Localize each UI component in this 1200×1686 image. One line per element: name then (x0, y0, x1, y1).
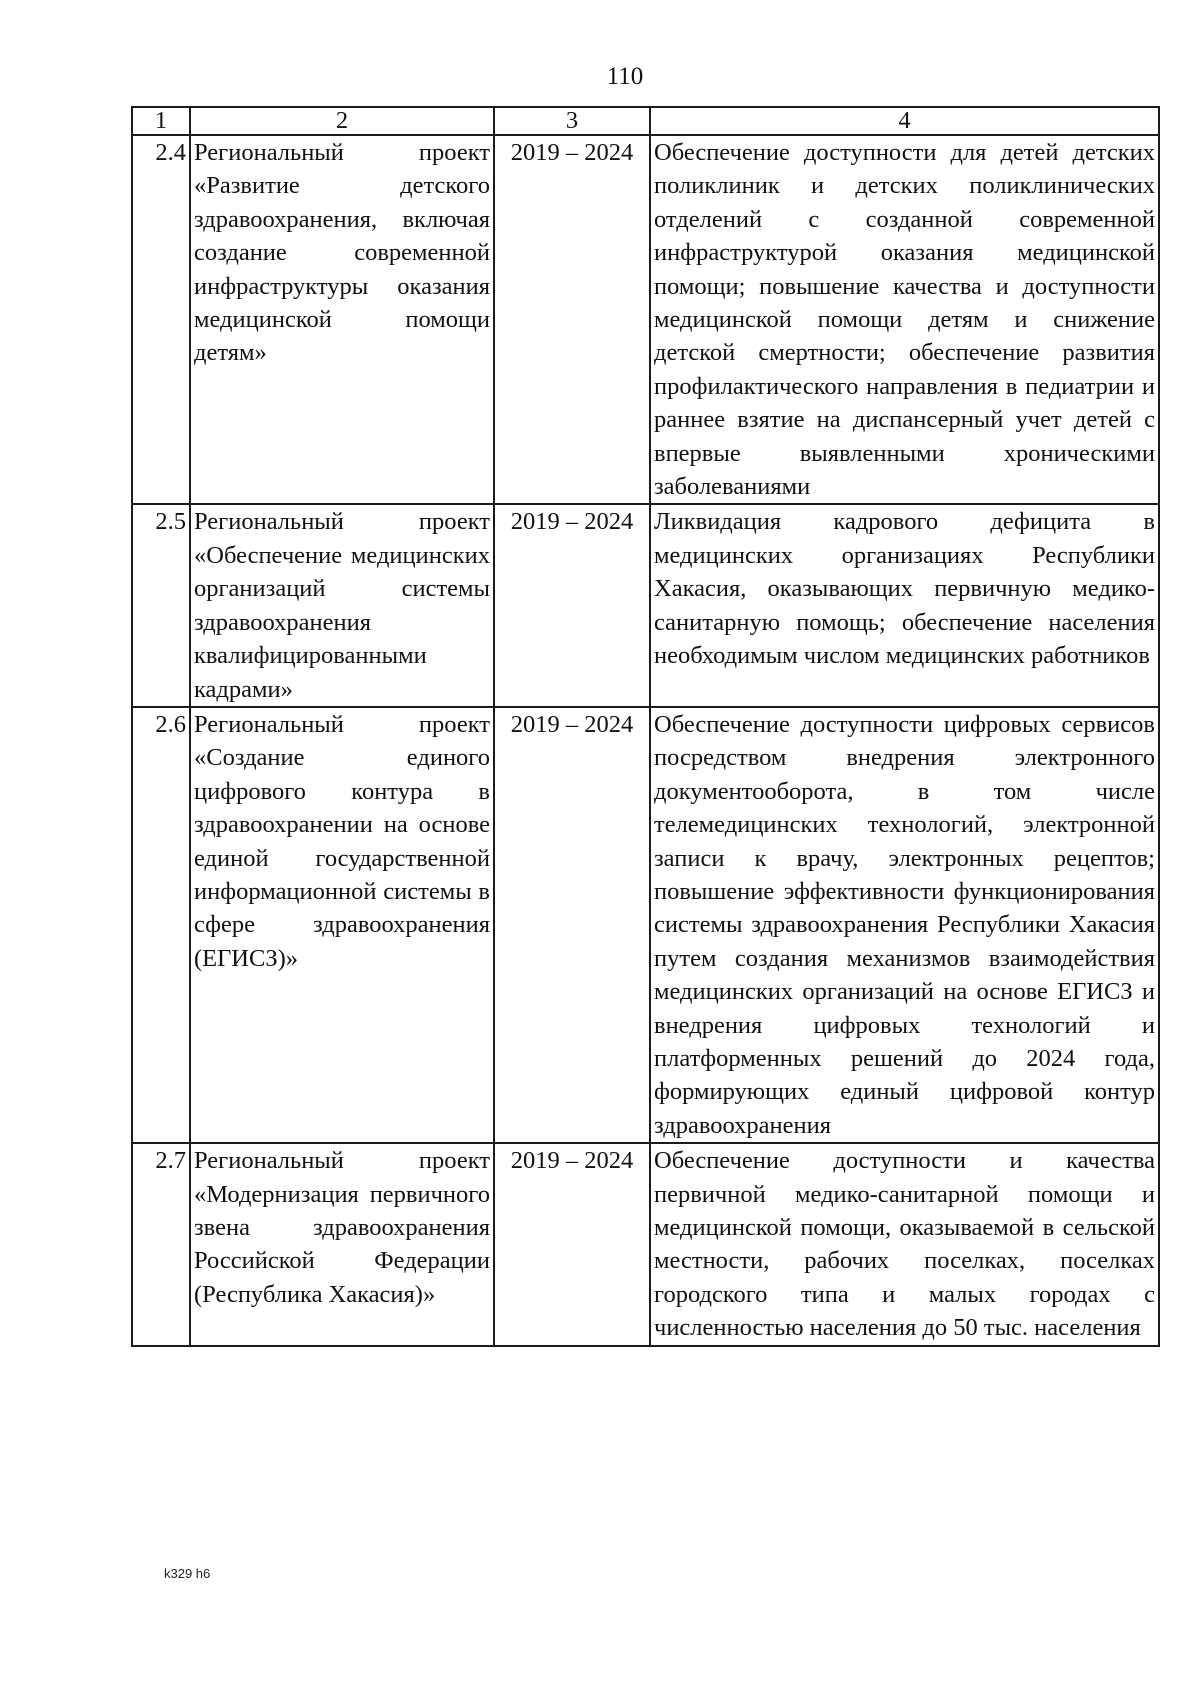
table-row (132, 1143, 1159, 1345)
row-number: 2.7 (132, 1143, 190, 1345)
project-result: Ликвидация кадрового дефицита в медицинских организациях Республики Хакасия, оказывающих первичную медико-санитарную помощь; обеспечение населения необходимым числом медицинских работников (650, 504, 1159, 706)
page-number: 110 (606, 63, 644, 90)
footer-code: k329 h6 (164, 1566, 211, 1581)
program-table (131, 106, 1160, 1347)
header-col-3: 3 (494, 107, 650, 135)
table-header-row (132, 107, 1159, 135)
row-number: 2.4 (132, 135, 190, 504)
project-name: Региональный проект «Развитие детского здравоохранения, включая создание современной инфраструктуры оказания медицинской помощи детям» (190, 135, 494, 504)
project-name: Региональный проект «Создание единого цифрового контура в здравоохранении на основе единой государственной информационной системы в сфере здравоохранения (ЕГИСЗ)» (190, 707, 494, 1143)
table-row (132, 504, 1159, 706)
row-number: 2.5 (132, 504, 190, 706)
project-period: 2019 – 2024 (494, 707, 650, 1143)
project-period: 2019 – 2024 (494, 135, 650, 504)
header-col-2: 2 (190, 107, 494, 135)
project-name: Региональный проект «Обеспечение медицинских организаций системы здравоохранения квалифицированными кадрами» (190, 504, 494, 706)
project-period: 2019 – 2024 (494, 1143, 650, 1345)
project-period: 2019 – 2024 (494, 504, 650, 706)
table-row (132, 135, 1159, 504)
header-col-4: 4 (650, 107, 1159, 135)
project-result: Обеспечение доступности цифровых сервисов посредством внедрения электронного документооборота, в том числе телемедицинских технологий, электронной записи к врачу, электронных рецептов; повышение эффективности функционирования системы здравоохранения Республики Хакасия путем создания механизмов взаимодействия медицинских организаций на основе ЕГИСЗ и внедрения цифровых технологий и платформенных решений до 2024 года, формирующих единый цифровой контур здравоохранения (650, 707, 1159, 1143)
project-result: Обеспечение доступности и качества первичной медико-санитарной помощи и медицинской помощи, оказываемой в сельской местности, рабочих поселках, поселках городского типа и малых городах с численностью населения до 50 тыс. населения (650, 1143, 1159, 1345)
project-result: Обеспечение доступности для детей детских поликлиник и детских поликлинических отделений с созданной современной инфраструктурой оказания медицинской помощи; повышение качества и доступности медицинской помощи детям и снижение детской смертности; обеспечение развития профилактического направления в педиатрии и раннее взятие на диспансерный учет детей с впервые выявленными хроническими заболеваниями (650, 135, 1159, 504)
header-col-1: 1 (132, 107, 190, 135)
table-row (132, 707, 1159, 1143)
project-name: Региональный проект «Модернизация первичного звена здравоохранения Российской Федерации (Республика Хакасия)» (190, 1143, 494, 1345)
row-number: 2.6 (132, 707, 190, 1143)
